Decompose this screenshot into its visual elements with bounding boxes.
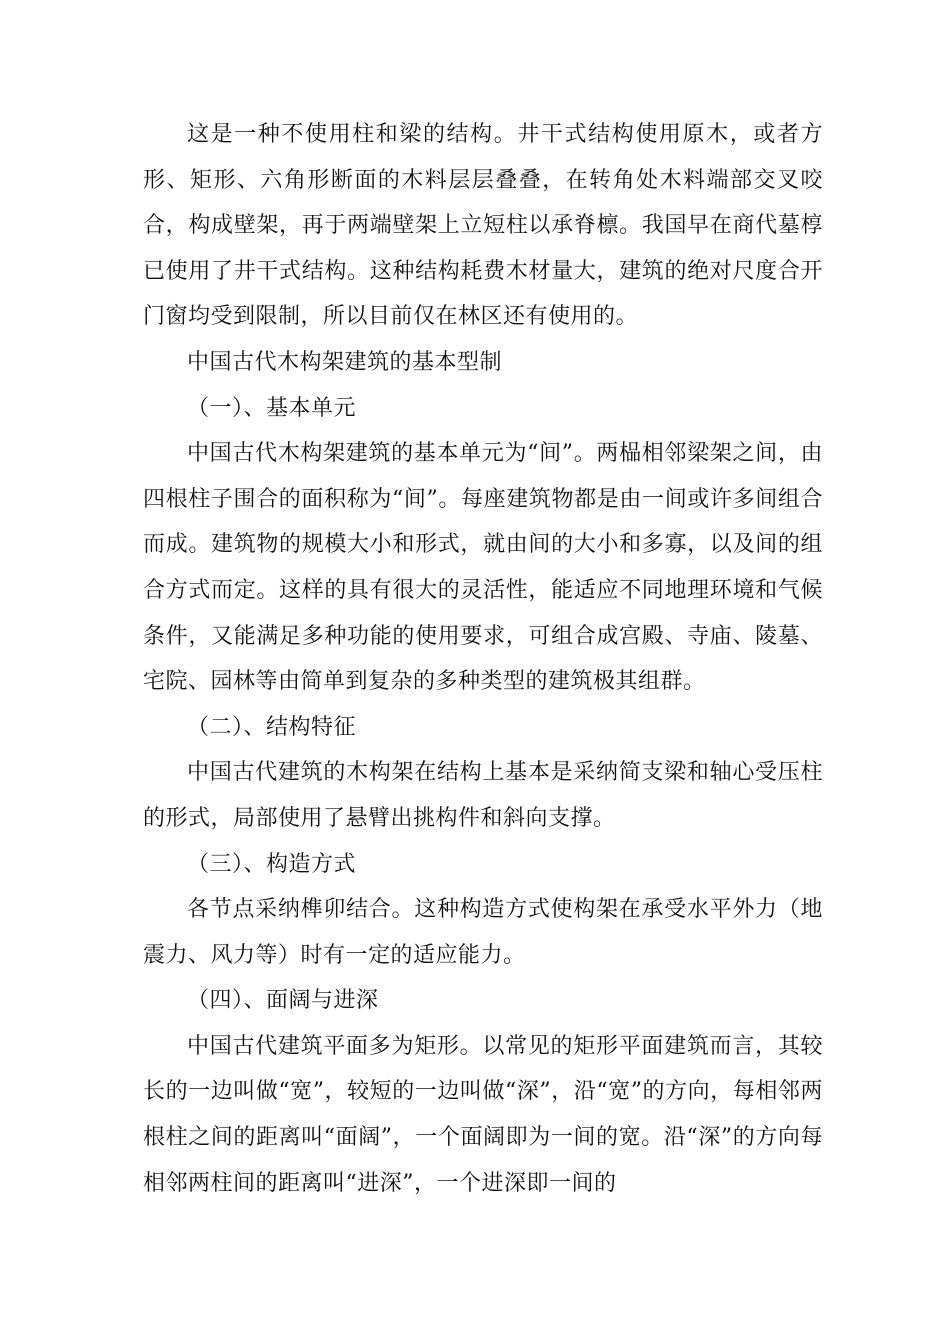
- paragraph-construction-method: 各节点采纳榫卯结合。这种构造方式使构架在承受水平外力（地震力、风力等）时有一定的适应能力。: [143, 897, 823, 968]
- subheading-construction-method: （三）、构造方式: [187, 851, 357, 877]
- document-body: [143, 112, 823, 1206]
- subheading-structural-features: （二）、结构特征: [187, 714, 357, 740]
- subheading-width-depth: （四）、面阔与进深: [187, 988, 379, 1014]
- subheading-basic-unit: （一）、基本单元: [187, 395, 357, 421]
- paragraph-structural-features: 中国古代建筑的木构架在结构上基本是采纳简支梁和轴心受压柱的形式，局部使用了悬臂出挑构件和斜向支撑。: [143, 760, 823, 831]
- paragraph-width-depth: 中国古代建筑平面多为矩形。以常见的矩形平面建筑而言，其较长的一边叫做“宽”，较短的一边叫做“深”，沿“宽”的方向，每相邻两根柱之间的距离叫“面阔”，一个面阔即为一间的宽。沿“深”的方向每相邻两柱间的距离叫“进深”，一个进深即一间的: [143, 1033, 823, 1196]
- paragraph-basic-unit: 中国古代木构架建筑的基本单元为“间”。两榀相邻梁架之间，由四根柱子围合的面积称为“间”。每座建筑物都是由一间或许多间组合而成。建筑物的规模大小和形式，就由间的大小和多寡，以及间的组合方式而定。这样的具有很大的灵活性，能适应不同地理环境和气候条件，又能满足多种功能的使用要求，可组合成宫殿、寺庙、陵墓、宅院、园林等由简单到复杂的多种类型的建筑极其组群。: [143, 441, 823, 695]
- section-heading-basic-types: 中国古代木构架建筑的基本型制: [187, 349, 503, 375]
- paragraph-jinggan-structure: 这是一种不使用柱和梁的结构。井干式结构使用原木，或者方形、矩形、六角形断面的木料层层叠叠，在转角处木料端部交叉咬合，构成壁架，再于两端壁架上立短柱以承脊檩。我国早在商代墓椁已使用了井干式结构。这种结构耗费木材量大，建筑的绝对尺度合开门窗均受到限制，所以目前仅在林区还有使用的。: [143, 122, 823, 330]
